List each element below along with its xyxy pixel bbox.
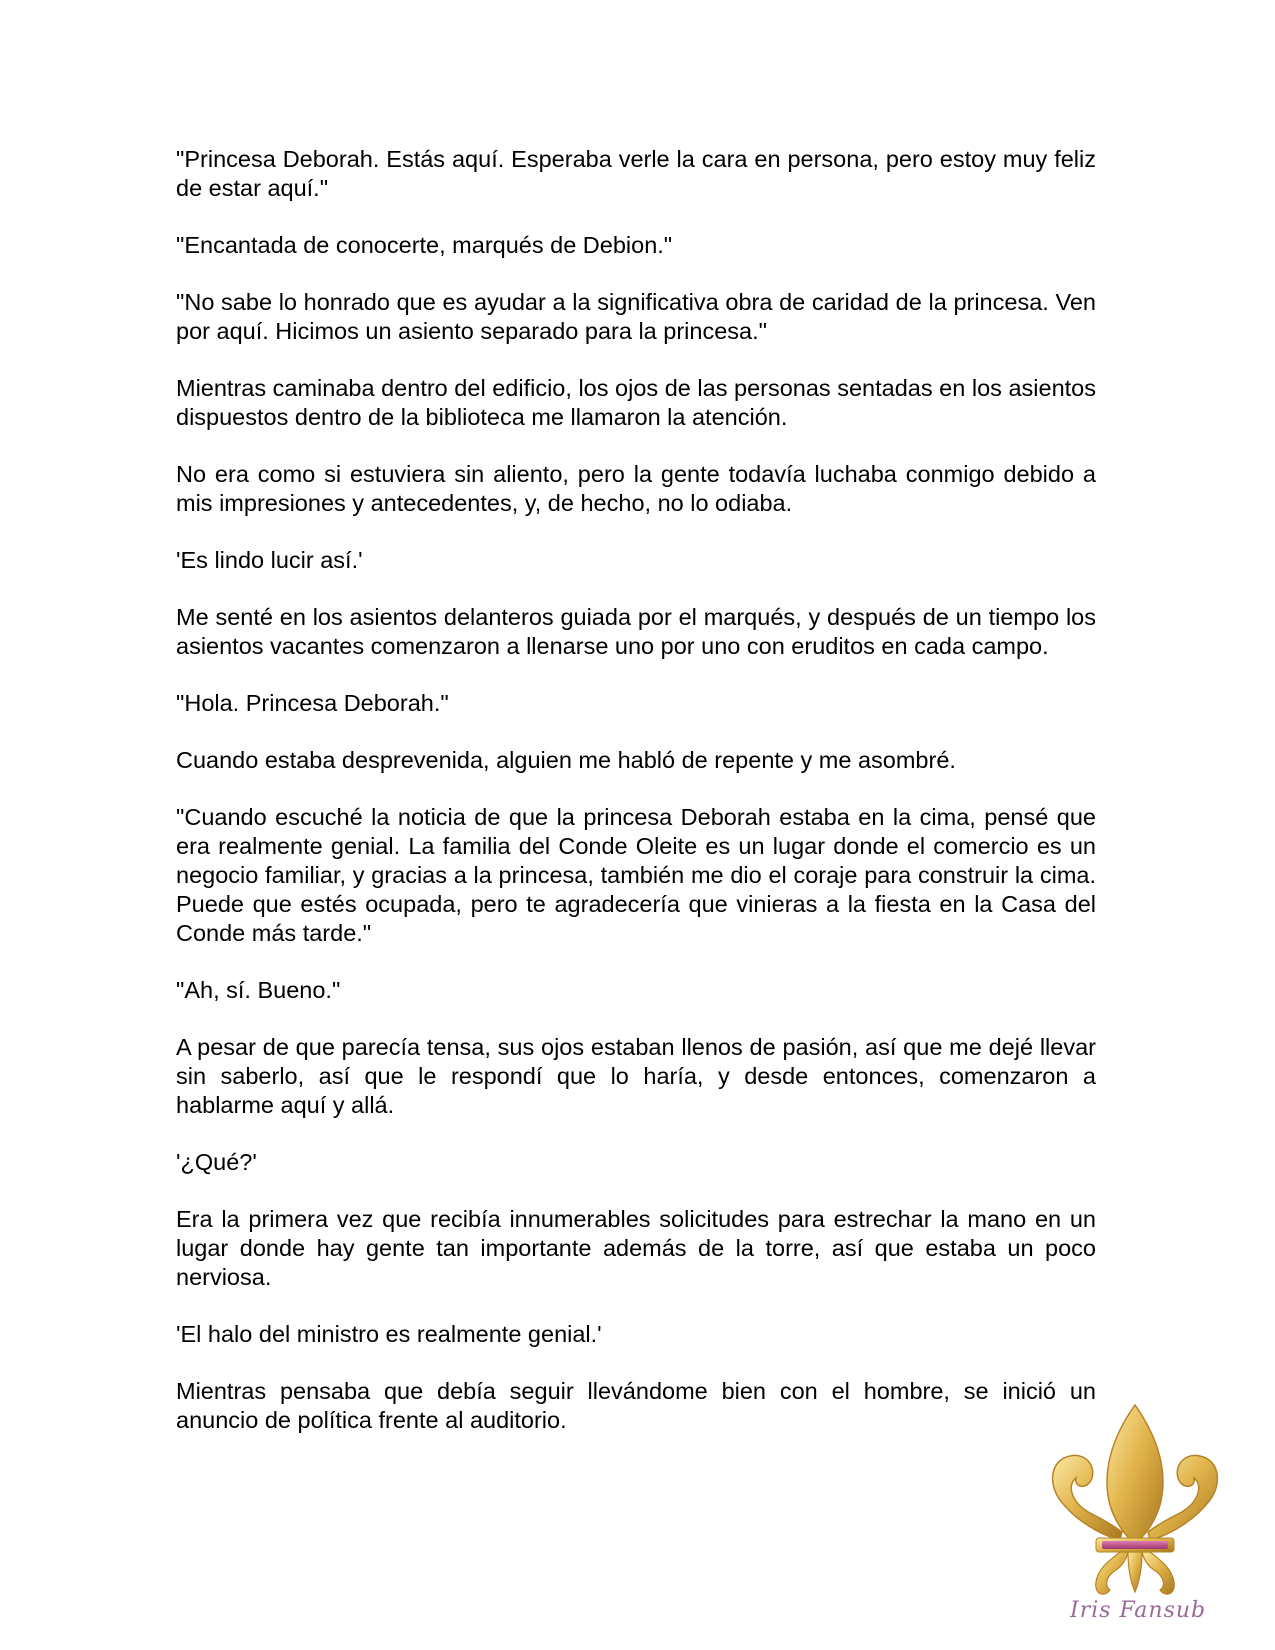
paragraph: '¿Qué?'	[176, 1149, 257, 1175]
paragraph: No era como si estuviera sin aliento, pero la gente todavía luchaba conmigo debido a mis impresiones y antecedentes, y, de hecho, no lo odiaba.	[176, 461, 1096, 516]
paragraph: 'El halo del ministro es realmente genial.'	[176, 1321, 602, 1347]
paragraph: Mientras caminaba dentro del edificio, los ojos de las personas sentadas en los asientos dispuestos dentro de la biblioteca me llamaron la atención.	[176, 375, 1096, 430]
paragraph: "Ah, sí. Bueno."	[176, 977, 341, 1003]
document-body	[176, 145, 1096, 1463]
paragraph: Mientras pensaba que debía seguir llevándome bien con el hombre, se inició un anuncio de política frente al auditorio.	[176, 1378, 1096, 1433]
paragraph: Cuando estaba desprevenida, alguien me habló de repente y me asombré.	[176, 747, 956, 773]
paragraph: "Princesa Deborah. Estás aquí. Esperaba verle la cara en persona, pero estoy muy feliz de estar aquí."	[176, 146, 1096, 201]
paragraph: "Hola. Princesa Deborah."	[176, 690, 449, 716]
watermark-text: Iris Fansub	[1070, 1598, 1207, 1623]
paragraph: Me senté en los asientos delanteros guiada por el marqués, y después de un tiempo los asientos vacantes comenzaron a llenarse uno por uno con eruditos en cada campo.	[176, 604, 1096, 659]
paragraph: 'Es lindo lucir así.'	[176, 547, 363, 573]
paragraph: "Encantada de conocerte, marqués de Debion."	[176, 232, 673, 258]
paragraph: Era la primera vez que recibía innumerables solicitudes para estrechar la mano en un lugar donde hay gente tan importante además de la torre, así que estaba un poco nerviosa.	[176, 1206, 1096, 1290]
paragraph: "No sabe lo honrado que es ayudar a la significativa obra de caridad de la princesa. Ven por aquí. Hicimos un asiento separado para la princesa."	[176, 289, 1096, 344]
paragraph: "Cuando escuché la noticia de que la princesa Deborah estaba en la cima, pensé que era realmente genial. La familia del Conde Oleite es un lugar donde el comercio es un negocio familiar, y gracias a la princesa, también me dio el coraje para construir la cima. Puede que estés ocupada, pero te agradecería que vinieras a la fiesta en la Casa del Conde más tarde."	[176, 804, 1096, 946]
paragraph: A pesar de que parecía tensa, sus ojos estaban llenos de pasión, así que me dejé llevar sin saberlo, así que le respondí que lo haría, y desde entonces, comenzaron a hablarme aquí y allá.	[176, 1034, 1096, 1118]
